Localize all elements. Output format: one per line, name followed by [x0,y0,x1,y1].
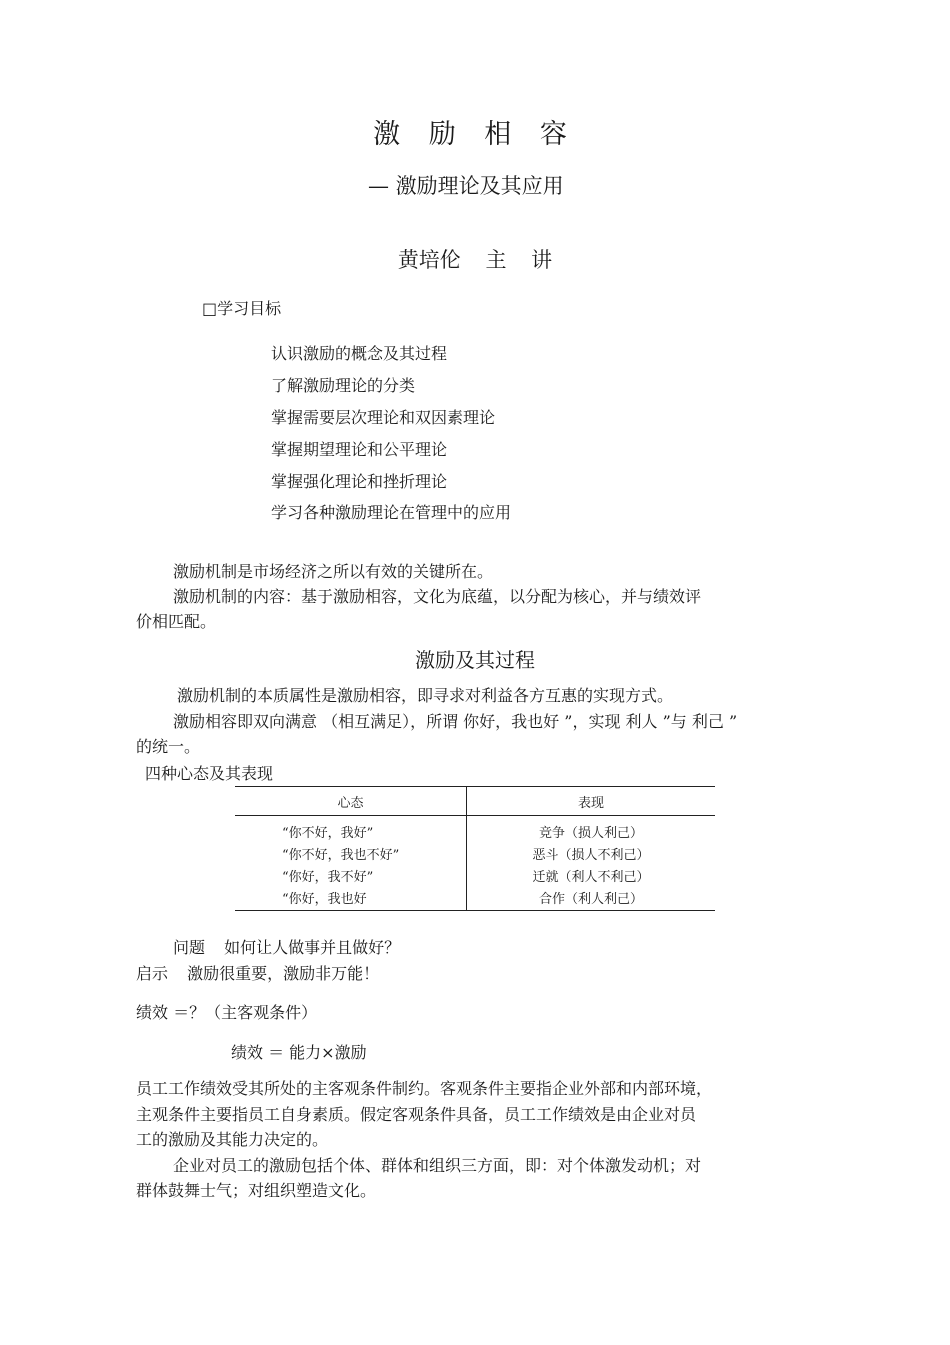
closing-line-5: 群体鼓舞士气；对组织塑造文化。 [136,1181,377,1200]
formula-performance-ability: 绩效 ＝ 能力×激励 [231,1043,367,1062]
table-cell-behavior: 竞争（损人利己） [538,825,643,841]
table-row [235,842,715,864]
intro-paragraph-2-line-1: 激励机制的内容：基于激励相容，文化为底蕴，以分配为核心，并与绩效评 [173,587,702,606]
hint-line: 启示 激励很重要，激励非万能！ [136,964,380,983]
table-header-behavior: 表现 [467,787,716,816]
intro-paragraph-1: 激励机制是市场经济之所以有效的关键所在。 [173,562,494,581]
objective-item: 了解激励理论的分类 [271,376,416,395]
closing-line-3: 工的激励及其能力决定的。 [136,1130,329,1149]
section-heading: 激励及其过程 [415,648,535,672]
table-header-row [235,787,715,816]
section-paragraph-2-line-1: 激励相容即双向满意 （相互满足），所谓 你好，我也好 ”，实现 利人 ”与 利己 ” [173,712,738,731]
objectives-label: □学习目标 [202,299,282,318]
table-cell-behavior: 恶斗（损人不利己） [532,847,650,863]
mindset-table [235,786,715,911]
table-cell-mindset: “你好，我也好 [235,886,467,911]
objective-item: 学习各种激励理论在管理中的应用 [271,503,512,522]
closing-line-1: 员工工作绩效受其所处的主客观条件制约。客观条件主要指企业外部和内部环境， [136,1079,713,1098]
objective-item: 掌握需要层次理论和双因素理论 [271,408,496,427]
section-paragraph-2-line-2: 的统一。 [136,737,201,756]
question-line: 问题 如何让人做事并且做好？ [173,938,401,957]
intro-paragraph-2-line-2: 价相匹配。 [136,612,217,631]
document-title: 激 励 相 容 [373,119,577,150]
table-cell-mindset: “你不好，我好” [235,816,467,843]
document-subtitle: — 激励理论及其应用 [368,174,564,198]
table-cell-behavior: 合作（利人利己） [467,886,716,911]
table-row [235,864,715,886]
objective-item: 认识激励的概念及其过程 [271,344,448,363]
table-header-mindset: 心态 [235,787,467,816]
table-caption: 四种心态及其表现 [145,764,274,783]
table-cell-mindset: “你不好，我也不好” [235,842,467,864]
objective-item: 掌握期望理论和公平理论 [271,440,448,459]
table-cell-behavior: 迁就（利人不利己） [532,869,650,885]
table-row [235,886,715,911]
closing-line-2: 主观条件主要指员工自身素质。假定客观条件具备，员工工作绩效是由企业对员 [136,1105,697,1124]
objective-item: 掌握强化理论和挫折理论 [271,472,448,491]
closing-line-4: 企业对员工的激励包括个体、群体和组织三方面，即：对个体激发动机；对 [173,1156,702,1175]
section-paragraph-1: 激励机制的本质属性是激励相容，即寻求对利益各方互惠的实现方式。 [177,686,674,705]
presenter-line: 黄培伦 主 讲 [397,248,553,272]
table-cell-mindset: “你好，我不好” [235,864,467,886]
table-row [235,816,715,843]
formula-performance-conditions: 绩效 ＝？（主客观条件） [136,1003,318,1022]
